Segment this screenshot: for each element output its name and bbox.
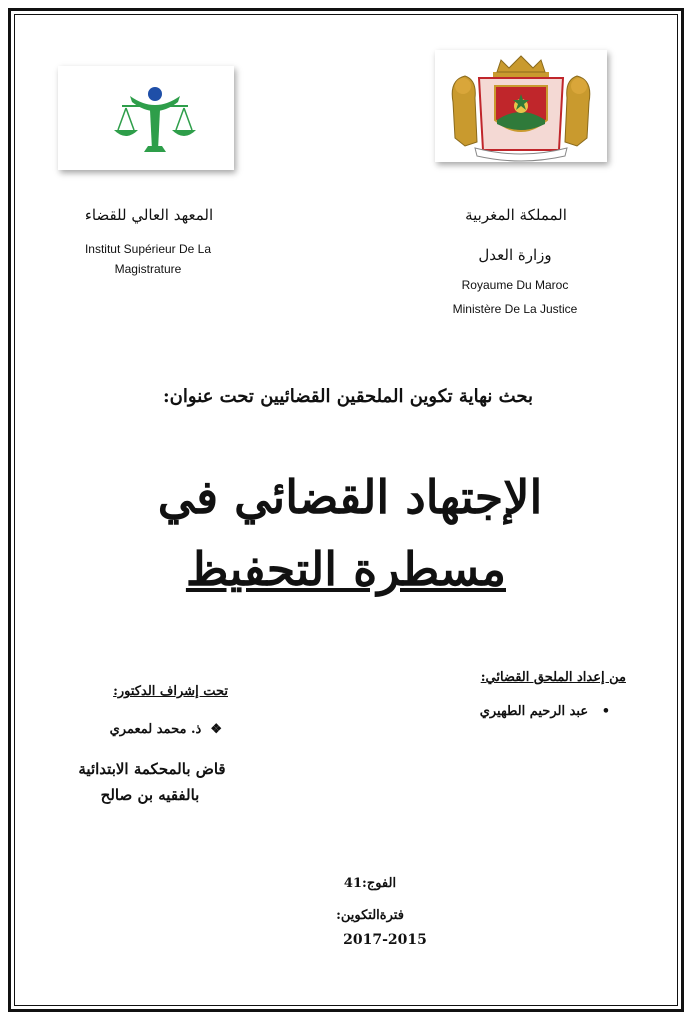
supervisor-name: ذ. محمد لمعمري	[109, 722, 202, 737]
ministry-name-fr: Ministère De La Justice	[452, 302, 578, 316]
coat-of-arms-icon	[435, 50, 607, 162]
supervisor-role-line1: قاض بالمحكمة الابتدائية	[78, 760, 226, 778]
prepared-by-name: عبد الرحيم الطهيري	[479, 704, 589, 719]
training-period-label: فترةالتكوين:	[336, 908, 404, 923]
institute-name-ar: المعهد العالي للقضاء	[84, 206, 214, 224]
thesis-subtitle: بحث نهاية تكوين الملحقين القضائيين تحت عنوان:	[163, 386, 533, 407]
supervisor-label-text: تحت إشراف الدكتور:	[113, 684, 228, 699]
institute-name-fr-line1: Institut Supérieur De La	[84, 242, 212, 256]
thesis-title-line2	[185, 542, 506, 596]
prepared-by-label-text: من إعداد الملحق القضائي:	[480, 670, 626, 685]
institute-logo	[58, 66, 234, 170]
kingdom-name-ar: المملكة المغربية	[465, 206, 567, 224]
moroccan-coat-of-arms	[435, 50, 607, 162]
prepared-by-label	[466, 670, 626, 685]
supervisor-label	[80, 684, 228, 699]
batch-number: الفوج:41	[343, 876, 397, 891]
diamond-bullet-icon: ❖	[210, 722, 222, 737]
thesis-title-line1: الإجتهاد القضائي في	[157, 470, 543, 524]
kingdom-name-fr: Royaume Du Maroc	[461, 278, 569, 292]
ministry-name-ar: وزارة العدل	[478, 246, 552, 264]
scales-of-justice-icon	[58, 66, 234, 170]
prepared-by-entry	[440, 704, 610, 719]
thesis-title-line2-text: مسطرة التحفيظ	[185, 542, 506, 596]
supervisor-entry	[70, 722, 222, 737]
supervisor-role-line2: بالفقيه بن صالح	[100, 786, 200, 804]
training-period: 2017-2015	[343, 932, 427, 948]
bullet-icon: •	[601, 704, 610, 719]
institute-name-fr-line2: Magistrature	[114, 262, 182, 276]
